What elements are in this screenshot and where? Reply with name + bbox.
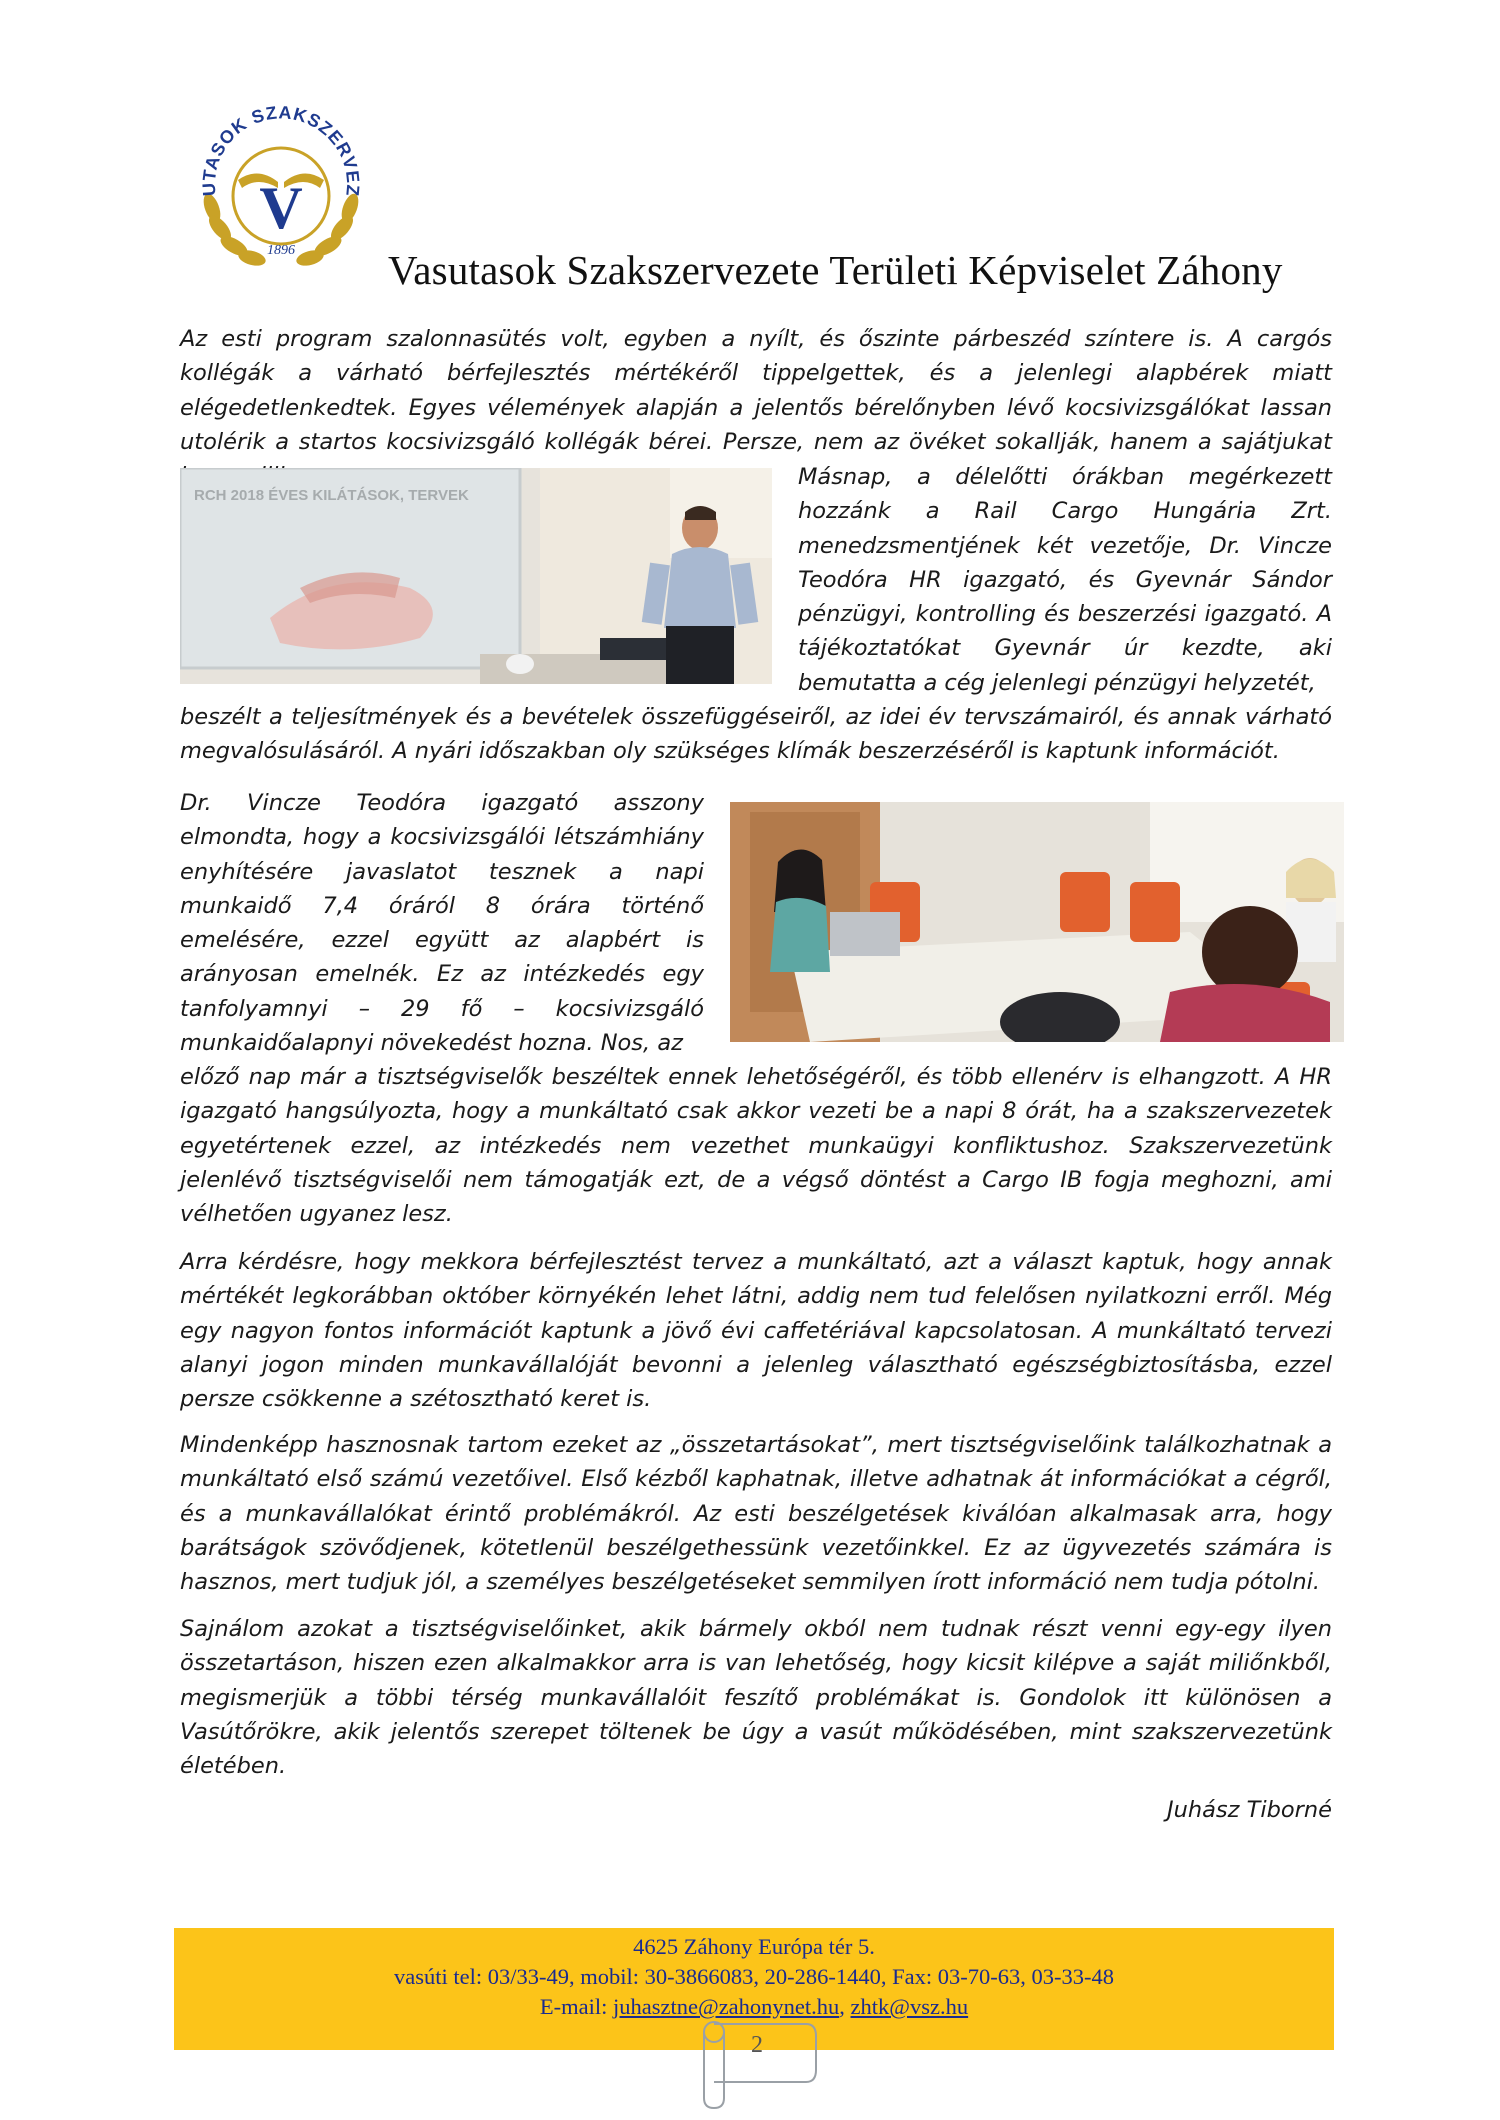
footer-phones: vasúti tel: 03/33-49, mobil: 30-3866083, 20-286-1440, Fax: 03-70-63, 03-33-48 (394, 1964, 1114, 1989)
footer-email-separator: , (839, 1994, 845, 2019)
author-signature: Juhász Tiborné (1166, 1797, 1332, 1823)
page-number-scroll-icon (686, 2010, 826, 2110)
paragraph-3-continued: előző nap már a tisztségviselők beszéltek ennek lehetőségéről, és több ellenérv is elhangzott. A HR igazgató hangsúlyozta, hogy a munkáltató csak akkor vezeti be a napi 8 órát, ha a szakszervezetek egyetértenek ezzel, az intézkedés nem vezethet munkaügyi konfliktushoz. Szakszervezetünk jelenlévő tisztségviselői nem támogatják ezt, de a végső döntést a Cargo IB fogja meghozni, ami vélhetően ugyanez lesz. (180, 1064, 1332, 1228)
page-number: 2 (751, 2032, 763, 2058)
logo-ring-text: UTASOK SZAKSZERVEZ (198, 102, 364, 198)
paragraph-4: Arra kérdésre, hogy mekkora bérfejlesztést tervez a munkáltató, azt a választ kaptuk, hogy annak mértékét legkorábban október környékén lehet látni, addig nem tud felelősen nyilatkozni erről. Még egy nagyon fontos információt kaptunk a jövő évi caffetériával kapcsolatosan. A munkáltató tervezi alanyi jogon minden munkavállalóját bevonni a jelenleg választható egészségbiztosításba, ezzel persze csökkenne a szétosztható keret is. (180, 1249, 1332, 1413)
paragraph-1: Az esti program szalonnasütés volt, egyben a nyílt, és őszinte párbeszéd színtere is. A cargós kollégák a várható bérfejlesztés mértékéről tippelgettek, és a jelenlegi alapbérek miatt elégedetlenkedtek. Egyes vélemények alapján a jelentős bérelőnyben lévő kocsivizsgálókat lassan utolérik a startos kocsivizsgáló kollégák bérei. Persze, nem az övéket sokallják, hanem a sajátjukat (180, 326, 1332, 455)
paragraph-6: Sajnálom azokat a tisztségviselőinket, akik bármely okból nem tudnak részt venni egy-egy ilyen összetartáson, hiszen ezen alkalmakkor arra is van lehetőség, hogy kicsit kilépve a saját miliőnkből, megismerjük a többi térség munkavállalóit feszítő problémákat is. Gondolok itt különösen a Vasútőrökre, akik jelentős szerepet töltenek be úgy a vasút működésében, mint szakszervezetünk életében. (180, 1616, 1332, 1780)
logo-letter: V (259, 175, 303, 241)
photo-screen-text: RCH 2018 ÉVES KILÁTÁSOK, TERVEK (194, 487, 469, 504)
photo-meeting (730, 802, 1344, 1042)
union-logo (186, 96, 376, 274)
email-link-1[interactable]: juhasztne@zahonynet.hu (613, 1994, 840, 2019)
logo-year: 1896 (267, 243, 295, 258)
footer-address: 4625 Záhony Európa tér 5. (633, 1934, 875, 1959)
paragraph-5: Mindenképp hasznosnak tartom ezeket az „összetartásokat”, mert tisztségviselőink találkozhatnak a munkáltató első számú vezetőivel. Első kézből kaphatnak, illetve adhatnak át információkat a cégről, és a munkavállalókat érintő problémákról. Az esti beszélgetések kiválóan alkalmasak arra, hogy barátságok szövődjenek, kötetlenül beszélgethessünk vezetőinkkel. Ez az ügyvezetés számára is hasznos, mert tudjuk jól, a személyes beszélgetéseket semmilyen írott információ nem tudja pótolni. (180, 1432, 1332, 1596)
paragraph-2-continued: beszélt a teljesítmények és a bevételek összefüggéseiről, az idei év tervszámairól, és annak várható megvalósulásáról. A nyári időszakban oly szükséges klímák beszerzéséről is kaptunk információt. (180, 704, 1332, 765)
footer-email-label: E-mail: (539, 1994, 608, 2019)
email-link-2[interactable]: zhtk@vsz.hu (850, 1994, 969, 2019)
photo-presenter (180, 468, 772, 684)
page-header-title: Vasutasok Szakszervezete Területi Képviselet Záhony (388, 247, 1283, 293)
paragraph-3: Dr. Vincze Teodóra igazgató asszony elmondta, hogy a kocsivizsgálói létszámhiány enyhítésére javaslatot tesznek a napi munkaidő 7,4 óráról 8 órára történő emelésére, ezzel együtt az alapbért is arányosan emelnék. Ez az intézkedés egy tanfolyamnyi – 29 fő – kocsivizsgáló munkaidőalapnyi növekedést hozna. Nos, az (180, 790, 704, 1057)
paragraph-2: Másnap, a délelőtti órákban megérkezett hozzánk a Rail Cargo Hungária Zrt. menedzsmentjének két vezetője, Dr. Vincze Teodóra HR igazgató, és Gyevnár Sándor pénzügyi, kontrolling és beszerzési igazgató. A tájékoztatókat Gyevnár úr kezdte, aki bemutatta a cég jelenlegi pénzügyi helyzetét, (798, 464, 1332, 696)
